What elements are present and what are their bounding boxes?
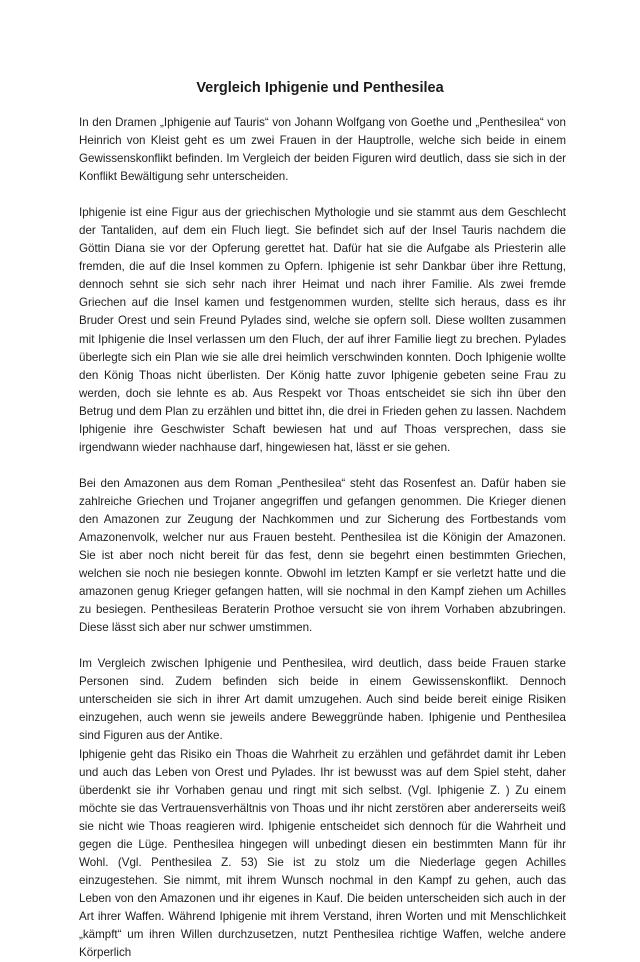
paragraph-intro: In den Dramen „Iphigenie auf Tauris“ von Johann Wolfgang von Goethe und „Penthesilea“ von Heinrich von Kleist geht es um zwei Frauen in der Hauptrolle, welche sich beide in einem Gewissenskonflikt befinden. Im Vergleich der beiden Figuren wird deutlich, dass sie sich in der Konflikt Bewältigung sehr unterscheiden.: [79, 114, 566, 186]
paragraph-iphigenie: Iphigenie ist eine Figur aus der griechischen Mythologie und sie stammt aus dem Geschlecht der Tantaliden, auf dem ein Fluch liegt. Sie befindet sich auf der Insel Tauris nachdem die Göttin Diana sie vor der Opferung gerettet hat. Dafür hat sie die Aufgabe als Priesterin alle fremden, die auf die Insel kommen zu Opfern. Iphigenie ist sehr Dankbar über ihre Rettung, dennoch sehnt sie sich sehr nach ihrer Heimat und nach ihrer Familie. Als zwei fremde Griechen auf die Insel kamen und festgenommen wurden, stellte sich heraus, dass es ihr Bruder Orest und sein Freund Pylades sind, welche sie opfern soll. Diese wollten zusammen mit Iphigenie die Insel verlassen um den Fluch, der auf ihrer Familie liegt zu brechen. Pylades überlegte sich ein Plan wie sie alle drei heimlich verschwinden konnten. Doch Iphigenie wollte den König Thoas nicht überlisten. Der König hatte zuvor Iphigenie gebeten seine Frau zu werden, doch sie lehnte es ab. Aus Respekt vor Thoas entscheidet sie sich ihn über den Betrug und dem Plan zu erzählen und bittet ihn, die drei in Frieden gehen zu lassen. Nachdem Iphigenie ihre Geschwister Schaft bewiesen hat und auf Thoas versprechen, dass sie irgendwann wieder nachhause darf, hingewiesen hat, lässt er sie gehen.: [79, 204, 566, 457]
document-title: Vergleich Iphigenie und Penthesilea: [0, 80, 640, 96]
paragraph-analysis: Iphigenie geht das Risiko ein Thoas die Wahrheit zu erzählen und gefährdet damit ihr Leben und auch das Leben von Orest und Pylades. Ihr ist bewusst was auf dem Spiel steht, daher überdenkt sie ihr Vorhaben genau und ringt mit sich selbst. (Vgl. Iphigenie Z. ) Zu einem möchte sie das Vertrauensverhältnis von Thoas und ihr nicht zerstören aber andererseits weiß sie nicht wie Thoas reagieren wird. Iphigenie entscheidet sich dennoch für die Wahrheit und gegen die Lüge. Penthesilea hingegen will unbedingt diesen ein bestimmten Mann für ihr Wohl. (Vgl. Penthesilea Z. 53) Sie ist zu stolz um die Niederlage gegen Achilles einzugestehen. Sie nimmt, mit ihrem Wunsch nochmal in den Kampf zu gehen, auch das Leben von den Amazonen und ihr eigenes in Kauf. Die beiden unterscheiden sich auch in der Art ihrer Waffen. Während Iphigenie mit ihrem Verstand, ihren Worten und mit Menschlichkeit „kämpft“ um ihren Willen durchzusetzen, nutzt Penthesilea richtige Waffen, welche andere Körperlich: [79, 746, 566, 962]
document-body: [79, 114, 566, 962]
paragraph-comparison: Im Vergleich zwischen Iphigenie und Penthesilea, wird deutlich, dass beide Frauen starke Personen sind. Zudem befinden sich beide in einem Gewissenskonflikt. Dennoch unterscheiden sie sich in ihrer Art damit umzugehen. Auch sind beide bereit einige Risiken einzugehen, auch wenn sie jeweils andere Beweggründe haben. Iphigenie und Penthesilea sind Figuren aus der Antike.: [79, 655, 566, 745]
paragraph-penthesilea: Bei den Amazonen aus dem Roman „Penthesilea“ steht das Rosenfest an. Dafür haben sie zahlreiche Griechen und Trojaner angegriffen und gefangen genommen. Die Krieger dienen den Amazonen zur Zeugung der Nachkommen und zur Sicherung des Fortbestands vom Amazonenvolk, welcher nur aus Frauen besteht. Penthesilea ist die Königin der Amazonen. Sie ist aber noch nicht bereit für das fest, denn sie begehrt einen bestimmten Griechen, welchen sie noch nie besiegen konnte. Obwohl im letzten Kampf er sie verletzt hatte und die amazonen genug Krieger gefangen hatten, will sie nochmal in den Kampf ziehen um Achilles zu besiegen. Penthesileas Beraterin Prothoe versucht sie von ihrem Vorhaben abzubringen. Diese lässt sich aber nur schwer umstimmen.: [79, 475, 566, 637]
